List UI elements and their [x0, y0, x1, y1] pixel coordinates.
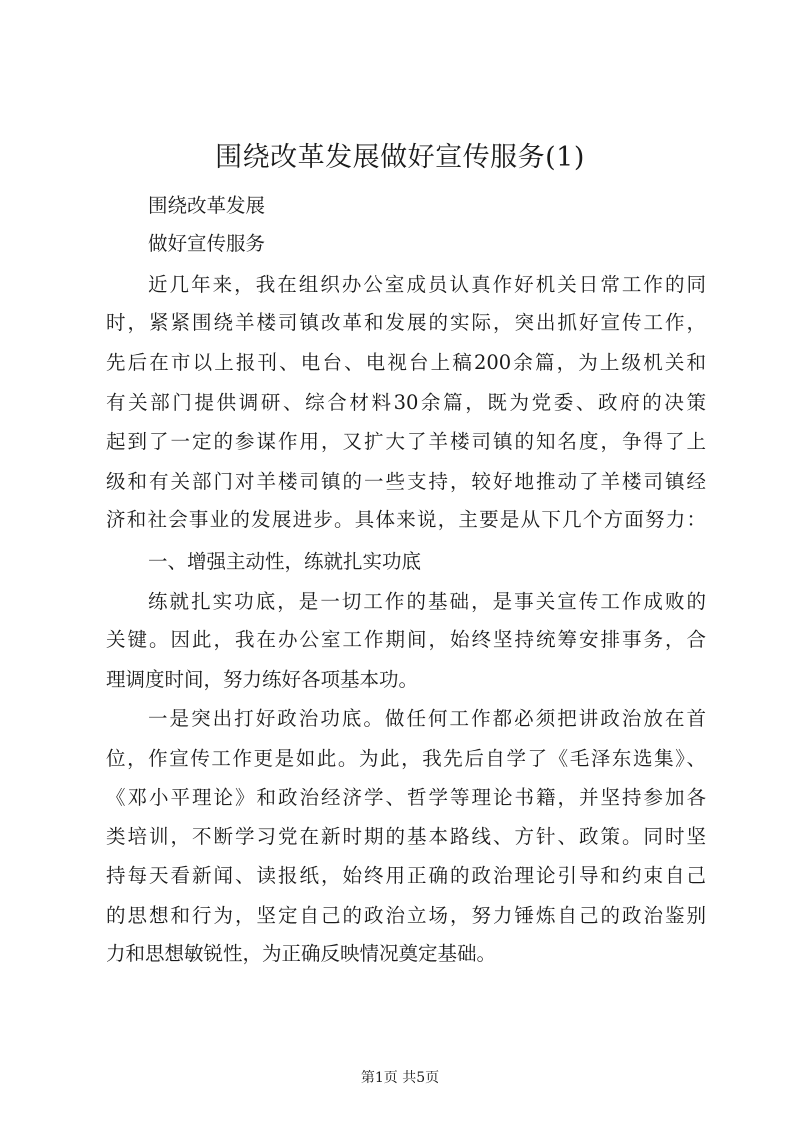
- paragraph-line: 力和思想敏锐性，为正确反映情况奠定基础。: [106, 942, 497, 965]
- paragraph-line: 类培训，不断学习党在新时期的基本路线、方针、政策。同时坚: [106, 825, 706, 848]
- subtitle-line-1: 围绕改革发展: [148, 194, 266, 217]
- page-footer: 第1页 共5页: [360, 1070, 440, 1086]
- paragraph-line: 先后在市以上报刊、电台、电视台上稿200余篇，为上级机关和: [106, 351, 706, 374]
- paragraph-line: 关键。因此，我在办公室工作期间，始终坚持统筹安排事务，合: [106, 628, 706, 651]
- paragraph-line: 有关部门提供调研、综合材料30余篇，既为党委、政府的决策: [106, 391, 706, 414]
- paragraph-line: 一是突出打好政治功底。做任何工作都必须把讲政治放在首: [148, 707, 706, 730]
- subtitle-line-2: 做好宣传服务: [148, 232, 266, 255]
- paragraph-line: 持每天看新闻、读报纸，始终用正确的政治理论引导和约束自己: [106, 864, 706, 887]
- section-heading: 一、增强主动性，练就扎实功底: [148, 550, 422, 573]
- paragraph-line: 起到了一定的参谋作用，又扩大了羊楼司镇的知名度，争得了上: [106, 430, 706, 453]
- paragraph-line: 《邓小平理论》和政治经济学、哲学等理论书籍，并坚持参加各: [106, 786, 706, 809]
- paragraph-line: 时，紧紧围绕羊楼司镇改革和发展的实际，突出抓好宣传工作，: [106, 311, 706, 334]
- paragraph-line: 练就扎实功底，是一切工作的基础，是事关宣传工作成败的: [148, 590, 706, 613]
- paragraph-line: 位，作宣传工作更是如此。为此，我先后自学了《毛泽东选集》、: [106, 747, 706, 770]
- paragraph-line: 的思想和行为，坚定自己的政治立场，努力锤炼自己的政治鉴别: [106, 904, 706, 927]
- paragraph-line: 理调度时间，努力练好各项基本功。: [106, 668, 419, 691]
- paragraph-line: 近几年来，我在组织办公室成员认真作好机关日常工作的同: [148, 273, 706, 296]
- document-title: 围绕改革发展做好宣传服务(1): [215, 142, 585, 173]
- paragraph-line: 级和有关部门对羊楼司镇的一些支持，较好地推动了羊楼司镇经: [106, 470, 706, 493]
- paragraph-line: 济和社会事业的发展进步。具体来说，主要是从下几个方面努力：: [106, 508, 706, 531]
